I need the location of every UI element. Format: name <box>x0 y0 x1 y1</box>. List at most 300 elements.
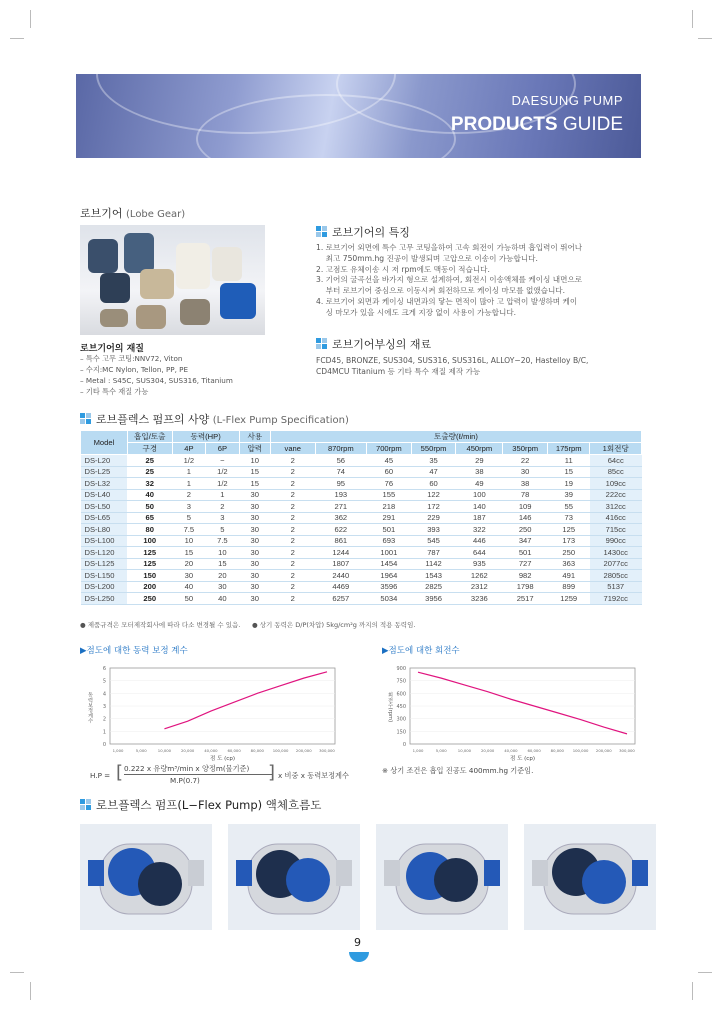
features-list <box>316 243 646 319</box>
formula-numerator: 0.222 x 유량m³/min x 양정m(물기준) <box>124 764 250 773</box>
x-tick-label: 200,000 <box>595 748 612 753</box>
y-tick-label: 0 <box>402 742 406 748</box>
table-cell: 10 <box>206 547 240 559</box>
table-cell: 20 <box>172 558 206 570</box>
table-cell: 109cc <box>590 478 642 490</box>
table-cell: 30 <box>239 581 270 593</box>
table-cell: 291 <box>367 512 412 524</box>
spec-table <box>80 430 642 605</box>
table-cell: 2 <box>206 501 240 513</box>
table-cell: 899 <box>548 581 590 593</box>
table-cell: 2 <box>270 524 315 536</box>
table-cell: 3 <box>206 512 240 524</box>
table-cell: 715cc <box>590 524 642 536</box>
table-cell: 60 <box>367 466 412 478</box>
table-cell: 2 <box>270 581 315 593</box>
table-cell: 150 <box>127 570 172 582</box>
table-cell: 30 <box>503 466 548 478</box>
table-cell: DS-L20 <box>81 455 128 467</box>
section-icon <box>316 338 327 349</box>
table-cell: 30 <box>239 512 270 524</box>
table-cell: 80 <box>127 524 172 536</box>
table-cell: 362 <box>315 512 366 524</box>
table-cell: 11 <box>548 455 590 467</box>
table-cell: 155 <box>367 489 412 501</box>
table-cell: 39 <box>548 489 590 501</box>
crop-mark <box>698 38 712 39</box>
table-cell: 56 <box>315 455 366 467</box>
lobe-gear-photo <box>80 225 265 335</box>
table-cell: 1001 <box>367 547 412 559</box>
table-cell: 122 <box>411 489 456 501</box>
table-cell: 3596 <box>367 581 412 593</box>
table-row <box>81 466 642 478</box>
table-row <box>81 478 642 490</box>
table-cell: 125 <box>548 524 590 536</box>
table-cell: 1430cc <box>590 547 642 559</box>
list-item: – 기타 특수 재질 가능 <box>80 387 149 396</box>
table-row <box>81 547 642 559</box>
table-cell: 38 <box>503 478 548 490</box>
table-cell: 2 <box>270 489 315 501</box>
table-cell: 40 <box>172 581 206 593</box>
table-cell: 10 <box>172 535 206 547</box>
table-cell: 19 <box>548 478 590 490</box>
table-cell: 30 <box>239 501 270 513</box>
table-cell: 15 <box>239 478 270 490</box>
table-cell: 2 <box>270 593 315 605</box>
table-cell: DS-L125 <box>81 558 128 570</box>
x-tick-label: 10,000 <box>157 748 172 753</box>
formula <box>90 764 350 790</box>
table-cell: DS-L25 <box>81 466 128 478</box>
y-axis-label: 동력보정계수 <box>87 692 93 724</box>
table-cell: 1807 <box>315 558 366 570</box>
x-tick-label: 200,000 <box>295 748 312 753</box>
crop-mark <box>30 10 31 28</box>
table-cell: 15 <box>206 558 240 570</box>
table-cell: 20 <box>206 570 240 582</box>
table-cell: 3 <box>172 501 206 513</box>
x-tick-label: 80,000 <box>550 748 564 753</box>
table-cell: 15 <box>548 466 590 478</box>
x-tick-label: 60,000 <box>527 748 541 753</box>
table-cell: 727 <box>503 558 548 570</box>
table-cell: 100 <box>456 489 503 501</box>
table-cell: 140 <box>456 501 503 513</box>
table-row <box>81 455 642 467</box>
table-cell: 1244 <box>315 547 366 559</box>
pump-illustration <box>524 824 656 930</box>
section-icon <box>316 226 327 237</box>
table-cell: 3236 <box>456 593 503 605</box>
y-tick-label: 150 <box>396 729 406 736</box>
x-tick-label: 1,000 <box>412 748 424 753</box>
x-tick-label: 5,000 <box>135 748 147 753</box>
power-correction-chart <box>80 662 340 762</box>
x-tick-label: 100,000 <box>572 748 589 753</box>
x-tick-label: 80,000 <box>250 748 264 753</box>
pump-illustration <box>80 824 212 930</box>
x-tick-label: 20,000 <box>481 748 495 753</box>
x-tick-label: 60,000 <box>227 748 241 753</box>
table-cell: 1/2 <box>206 466 240 478</box>
table-cell: 1259 <box>548 593 590 605</box>
features-heading: 로브기어의 특징 <box>316 224 410 240</box>
table-cell: 2 <box>270 570 315 582</box>
table-cell: 7.5 <box>206 535 240 547</box>
table-cell: 109 <box>503 501 548 513</box>
y-tick-label: 2 <box>102 716 106 723</box>
table-cell: 5 <box>172 512 206 524</box>
table-cell: 501 <box>367 524 412 536</box>
crop-mark <box>10 972 24 973</box>
table-cell: DS-L50 <box>81 501 128 513</box>
flow-diagram-2 <box>228 824 360 930</box>
table-cell: 2312 <box>456 581 503 593</box>
table-cell: 45 <box>367 455 412 467</box>
table-cell: 2 <box>270 466 315 478</box>
table-cell: 30 <box>239 570 270 582</box>
table-cell: 5137 <box>590 581 642 593</box>
bushing-materials <box>316 356 646 378</box>
table-cell: 30 <box>239 535 270 547</box>
material-list <box>80 353 233 397</box>
pump-illustration <box>228 824 360 930</box>
table-cell: 2 <box>270 558 315 570</box>
table-cell: 76 <box>367 478 412 490</box>
table-cell: 7192cc <box>590 593 642 605</box>
crop-mark <box>692 10 693 28</box>
table-cell: 2 <box>270 478 315 490</box>
flow-heading: 로브플렉스 펌프(L−Flex Pump) 액체흐름도 <box>80 797 321 813</box>
table-cell: 1/2 <box>172 455 206 467</box>
header-banner <box>76 74 641 158</box>
bushing-line: CD4MCU Titanium 등 기타 특수 재질 제작 가능 <box>316 366 481 376</box>
x-tick-label: 100,000 <box>272 748 289 753</box>
table-cell: DS-L150 <box>81 570 128 582</box>
y-tick-label: 1 <box>102 729 106 736</box>
table-cell: 30 <box>239 489 270 501</box>
y-tick-label: 450 <box>396 704 406 710</box>
table-cell: 250 <box>548 547 590 559</box>
table-cell: 4469 <box>315 581 366 593</box>
section-icon <box>80 799 91 810</box>
col-header: 동력(HP) <box>172 431 239 443</box>
table-cell: 545 <box>411 535 456 547</box>
spec-table-body <box>81 455 642 605</box>
table-cell: 250 <box>127 593 172 605</box>
table-cell: 73 <box>548 512 590 524</box>
table-cell: 1 <box>172 466 206 478</box>
table-cell: 2517 <box>503 593 548 605</box>
col-header: 흡입/토출 <box>127 431 172 443</box>
table-cell: 218 <box>367 501 412 513</box>
list-item: 1. 로브기어 외면에 특수 고무 코팅을하여 고속 회전이 가능하며 흡입력이 뛰어나 <box>316 243 583 252</box>
col-header: 700rpm <box>367 443 412 455</box>
chart-title: ▶점도에 대한 회전수 <box>382 646 460 656</box>
x-tick-label: 40,000 <box>504 748 518 753</box>
y-tick-label: 600 <box>396 691 406 698</box>
table-cell: 1964 <box>367 570 412 582</box>
list-item: 2. 고점도 유체이송 시 저 rpm에도 맥동이 적습니다. <box>316 264 490 274</box>
table-cell: 6257 <box>315 593 366 605</box>
table-cell: 146 <box>503 512 548 524</box>
spec-note: ● 제품규격은 모터제작회사에 따라 다소 변경될 수 있음. <box>80 621 241 629</box>
x-axis-label: 점 도 (cp) <box>210 756 235 762</box>
table-cell: 347 <box>503 535 548 547</box>
list-item: 최고 750mm.hg 진공이 발생되며 고압으로 이송이 가능합니다. <box>316 253 538 263</box>
x-tick-label: 5,000 <box>435 748 447 753</box>
page-number: 9 <box>354 936 361 949</box>
table-cell: 100 <box>127 535 172 547</box>
list-item: – 특수 고무 코팅:NNV72, Viton <box>80 354 183 363</box>
y-tick-label: 0 <box>102 742 106 748</box>
formula-hp: H.P = <box>90 771 111 780</box>
table-cell: DS-L80 <box>81 524 128 536</box>
table-cell: 187 <box>456 512 503 524</box>
table-row <box>81 501 642 513</box>
table-cell: DS-L32 <box>81 478 128 490</box>
x-tick-label: 1,000 <box>112 748 124 753</box>
table-cell: 416cc <box>590 512 642 524</box>
flow-diagram-3 <box>376 824 508 930</box>
table-cell: − <box>206 455 240 467</box>
table-cell: 5 <box>206 524 240 536</box>
col-header: 6P <box>206 443 240 455</box>
table-cell: 30 <box>239 558 270 570</box>
col-header: 압력 <box>239 443 270 455</box>
table-cell: 78 <box>503 489 548 501</box>
table-cell: 1/2 <box>206 478 240 490</box>
condition-note: ※ 상기 조건은 흡입 진공도 400mm.hg 기준임. <box>382 766 534 775</box>
table-cell: 2 <box>270 547 315 559</box>
table-cell: 30 <box>239 593 270 605</box>
y-tick-label: 6 <box>102 666 106 672</box>
y-tick-label: 900 <box>396 666 406 672</box>
crop-mark <box>698 972 712 973</box>
col-header: 1회전당 <box>590 443 642 455</box>
crop-mark <box>692 982 693 1000</box>
crop-mark <box>30 982 31 1000</box>
flow-diagram-4 <box>524 824 656 930</box>
table-cell: 2 <box>270 535 315 547</box>
col-header: 870rpm <box>315 443 366 455</box>
table-cell: 30 <box>239 547 270 559</box>
table-cell: 30 <box>239 524 270 536</box>
table-cell: 200 <box>127 581 172 593</box>
table-cell: 1262 <box>456 570 503 582</box>
table-cell: 125 <box>127 558 172 570</box>
table-cell: 193 <box>315 489 366 501</box>
list-item: 싱 마모가 있을 시에도 크게 지장 없이 사용이 가능합니다. <box>316 307 517 317</box>
list-item: 부터 로브기어 중심으로 이동시켜 회전하므로 케이싱 마모를 없앴습니다. <box>316 286 566 296</box>
table-row <box>81 535 642 547</box>
table-cell: 1798 <box>503 581 548 593</box>
table-cell: 55 <box>548 501 590 513</box>
spec-heading: 로브플렉스 펌프의 사양 (L-Flex Pump Specification) <box>80 411 349 427</box>
table-row <box>81 593 642 605</box>
list-item: 3. 기어의 굴곡선을 바가지 형으로 설계하여, 회전시 이송액체를 케이싱 내면으로 <box>316 275 583 285</box>
table-cell: 1543 <box>411 570 456 582</box>
table-cell: 74 <box>315 466 366 478</box>
bushing-heading: 로브기어부싱의 재료 <box>316 336 431 352</box>
x-axis-label: 점 도 (cp) <box>510 756 535 762</box>
table-cell: 935 <box>456 558 503 570</box>
table-cell: 1454 <box>367 558 412 570</box>
table-cell: 65 <box>127 512 172 524</box>
table-cell: 15 <box>239 466 270 478</box>
table-cell: 15 <box>172 547 206 559</box>
table-cell: 271 <box>315 501 366 513</box>
table-cell: 25 <box>127 466 172 478</box>
table-cell: 29 <box>456 455 503 467</box>
table-cell: 85cc <box>590 466 642 478</box>
table-cell: 250 <box>503 524 548 536</box>
table-cell: 990cc <box>590 535 642 547</box>
y-tick-label: 300 <box>396 716 406 723</box>
table-cell: 1142 <box>411 558 456 570</box>
table-cell: 229 <box>411 512 456 524</box>
bracket-left: [ <box>116 762 124 783</box>
table-row <box>81 524 642 536</box>
x-tick-label: 300,000 <box>319 748 335 753</box>
table-cell: 693 <box>367 535 412 547</box>
col-header: 4P <box>172 443 206 455</box>
table-row <box>81 558 642 570</box>
table-cell: 95 <box>315 478 366 490</box>
col-header: 사용 <box>239 431 270 443</box>
x-tick-label: 40,000 <box>204 748 218 753</box>
chart-title: ▶점도에 대한 동력 보정 계수 <box>80 646 188 656</box>
page-tab-marker <box>349 952 369 962</box>
table-cell: 787 <box>411 547 456 559</box>
bushing-line: FCD45, BRONZE, SUS304, SUS316, SUS316L, ALLOY−20, Hastelloy B/C, <box>316 356 589 365</box>
table-cell: 2077cc <box>590 558 642 570</box>
table-row <box>81 512 642 524</box>
table-cell: 2805cc <box>590 570 642 582</box>
list-item: 4. 로브기어 외면과 케이싱 내면과의 닿는 면적이 많아 고 압력이 발생하며 케이 <box>316 296 578 306</box>
table-cell: 2 <box>270 455 315 467</box>
table-cell: 501 <box>503 547 548 559</box>
formula-divider <box>124 774 272 775</box>
col-header: Model <box>81 431 128 455</box>
table-cell: 60 <box>411 478 456 490</box>
table-cell: 35 <box>411 455 456 467</box>
table-cell: 363 <box>548 558 590 570</box>
formula-suffix: x 비중 x 동력보정계수 <box>278 771 349 780</box>
table-cell: 2440 <box>315 570 366 582</box>
y-tick-label: 750 <box>396 678 406 685</box>
table-cell: 172 <box>411 501 456 513</box>
col-header: 350rpm <box>503 443 548 455</box>
table-cell: 1 <box>172 478 206 490</box>
bracket-right: ] <box>268 762 276 783</box>
y-tick-label: 3 <box>102 704 106 710</box>
pump-illustration <box>376 824 508 930</box>
col-header: 구경 <box>127 443 172 455</box>
y-axis-label: 회전수(rpm) <box>387 692 393 723</box>
list-item: – 수지:MC Nylon, Tellon, PP, PE <box>80 365 189 374</box>
col-header: 토출량(ℓ/min) <box>270 431 641 443</box>
table-cell: DS-L120 <box>81 547 128 559</box>
table-cell: 644 <box>456 547 503 559</box>
material-heading: 로브기어의 재질 <box>80 344 144 354</box>
table-cell: 50 <box>172 593 206 605</box>
table-cell: 2825 <box>411 581 456 593</box>
crop-mark <box>10 38 24 39</box>
table-row <box>81 489 642 501</box>
table-cell: DS-L40 <box>81 489 128 501</box>
table-cell: 40 <box>206 593 240 605</box>
table-cell: 222cc <box>590 489 642 501</box>
table-cell: 491 <box>548 570 590 582</box>
rpm-chart <box>380 662 640 762</box>
x-tick-label: 300,000 <box>619 748 635 753</box>
col-header: 450rpm <box>456 443 503 455</box>
table-cell: DS-L200 <box>81 581 128 593</box>
y-tick-label: 5 <box>102 678 106 685</box>
flow-diagram-1 <box>80 824 212 930</box>
table-cell: 125 <box>127 547 172 559</box>
table-cell: 64cc <box>590 455 642 467</box>
table-cell: 393 <box>411 524 456 536</box>
table-cell: 861 <box>315 535 366 547</box>
table-cell: 10 <box>239 455 270 467</box>
x-tick-label: 10,000 <box>457 748 472 753</box>
table-cell: 322 <box>456 524 503 536</box>
banner-title: PRODUCTS GUIDE <box>450 114 623 135</box>
list-item: – Metal : S45C, SUS304, SUS316, Titanium <box>80 376 233 385</box>
table-cell: 30 <box>172 570 206 582</box>
table-cell: 312cc <box>590 501 642 513</box>
table-cell: DS-L100 <box>81 535 128 547</box>
table-cell: 3956 <box>411 593 456 605</box>
table-row <box>81 581 642 593</box>
col-header: vane <box>270 443 315 455</box>
col-header: 175rpm <box>548 443 590 455</box>
table-cell: 1 <box>206 489 240 501</box>
table-cell: DS-L65 <box>81 512 128 524</box>
table-cell: 446 <box>456 535 503 547</box>
banner-subtitle: DAESUNG PUMP <box>511 93 623 108</box>
formula-denominator: M.P(0.7) <box>170 776 200 785</box>
table-cell: 173 <box>548 535 590 547</box>
col-header: 550rpm <box>411 443 456 455</box>
table-cell: 47 <box>411 466 456 478</box>
table-cell: 2 <box>270 501 315 513</box>
table-cell: 5034 <box>367 593 412 605</box>
table-cell: 7.5 <box>172 524 206 536</box>
table-cell: 622 <box>315 524 366 536</box>
table-cell: 40 <box>127 489 172 501</box>
table-cell: 25 <box>127 455 172 467</box>
table-row <box>81 570 642 582</box>
table-cell: 2 <box>270 512 315 524</box>
section-icon <box>80 413 91 424</box>
table-cell: 982 <box>503 570 548 582</box>
y-tick-label: 4 <box>102 691 106 698</box>
lobe-gear-heading: 로브기어 (Lobe Gear) <box>80 207 186 220</box>
x-tick-label: 20,000 <box>181 748 195 753</box>
table-cell: 22 <box>503 455 548 467</box>
spec-note: ● 상기 동력은 D/P(차압) 5kg/cm²g 까지의 적용 동력임. <box>252 621 416 629</box>
table-cell: 30 <box>206 581 240 593</box>
table-cell: 2 <box>172 489 206 501</box>
table-cell: 38 <box>456 466 503 478</box>
table-cell: 49 <box>456 478 503 490</box>
table-cell: DS-L250 <box>81 593 128 605</box>
